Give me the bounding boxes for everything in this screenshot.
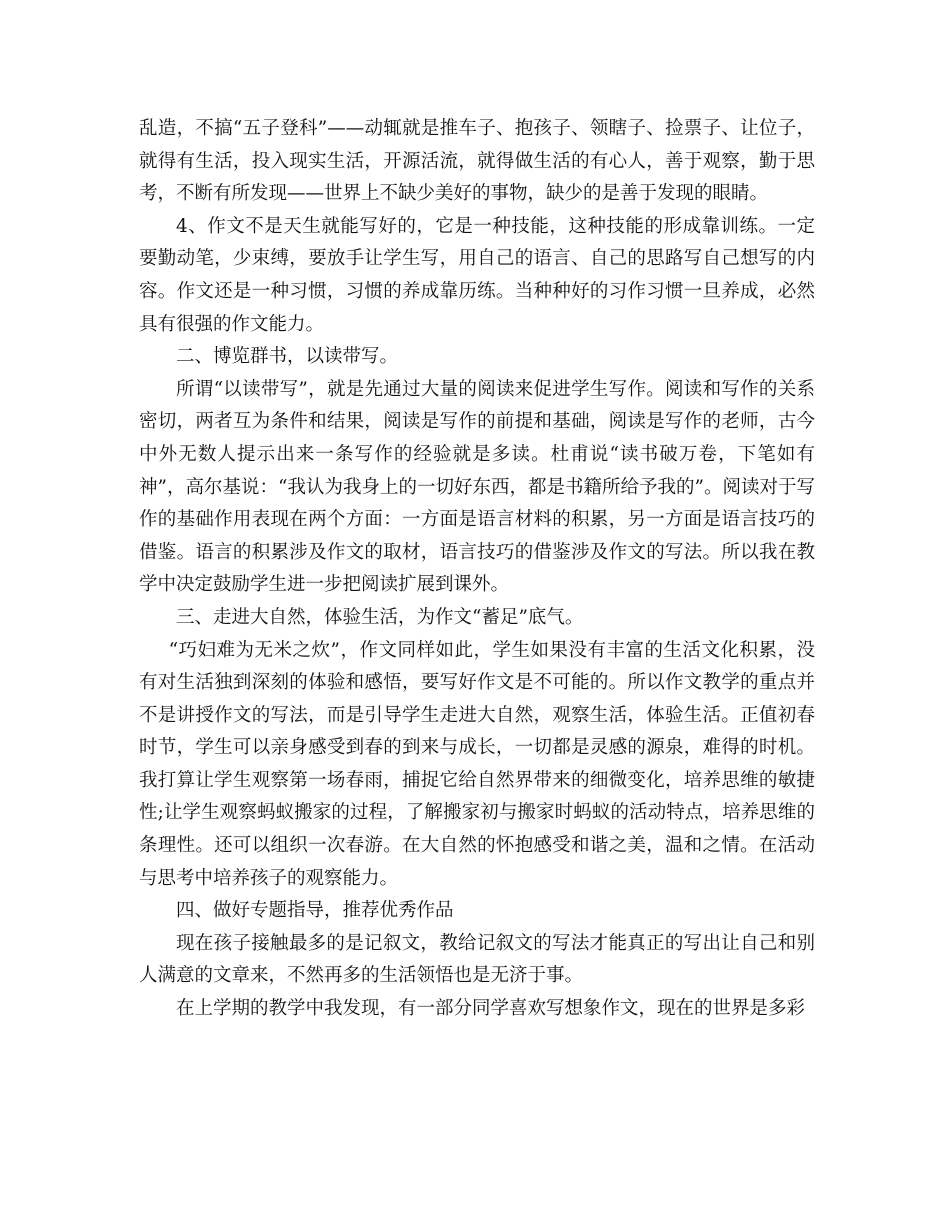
section-heading-2: 二、博览群书，以读带写。 xyxy=(176,346,399,368)
section-heading-3: 三、走进大自然，体验生活，为作文“蓄足”底气。 xyxy=(176,606,584,628)
paragraph-nature: “巧妇难为无米之炊”，作文同样如此，学生如果没有丰富的生活文化积累，没有对生活独到深刻的体验和感悟，要写好作文是不可能的。所以作文教学的重点并不是讲授作文的写法，而是引导学生走进大自然，观察生活，体验生活。正值初春时节，学生可以亲身感受到春的到来与成长，一切都是灵感的源泉，难得的时机。我打算让学生观察第一场春雨，捕捉它给自然界带来的细微变化，培养思维的敏捷性;让学生观察蚂蚁搬家的过程，了解搬家初与搬家时蚂蚁的活动特点，培养思维的条理性。还可以组织一次春游。在大自然的怀抱感受和谐之美，温和之情。在活动与思考中培养孩子的观察能力。 xyxy=(139,639,815,889)
paragraph-continuation: 乱造，不搞“五子登科”——动辄就是推车子、抱孩子、领瞎子、捡票子、让位子，就得有生活，投入现实生活，开源活流，就得做生活的有心人，善于观察，勤于思考，不断有所发现——世界上不缺少美好的事物，缺少的是善于发现的眼睛。 xyxy=(139,118,815,205)
paragraph-reading: 所谓“以读带写”，就是先通过大量的阅读来促进学生写作。阅读和写作的关系密切，两者互为条件和结果，阅读是写作的前提和基础，阅读是写作的老师，古今中外无数人提示出来一条写作的经验就是多读。杜甫说“读书破万卷，下笔如有神”，高尔基说：“我认为我身上的一切好东西，都是书籍所给予我的”。阅读对于写作的基础作用表现在两个方面：一方面是语言材料的积累，另一方面是语言技巧的借鉴。语言的积累涉及作文的取材，语言技巧的借鉴涉及作文的写法。所以我在教学中决定鼓励学生进一步把阅读扩展到课外。 xyxy=(139,378,815,596)
section-heading-4: 四、做好专题指导，推荐优秀作品 xyxy=(176,900,454,922)
paragraph-imagination: 在上学期的教学中我发现，有一部分同学喜欢写想象作文，现在的世界是多彩 xyxy=(176,998,806,1020)
paragraph-narrative: 现在孩子接触最多的是记叙文，教给记叙文的写法才能真正的写出让自己和别人满意的文章来，不然再多的生活领悟也是无济于事。 xyxy=(139,932,815,987)
paragraph-point-4: 4、作文不是天生就能写好的，它是一种技能，这种技能的形成靠训练。一定要勤动笔，少束缚，要放手让学生写，用自己的语言、自己的思路写自己想写的内容。作文还是一种习惯，习惯的养成靠历练。当种种好的习作习惯一旦养成，必然具有很强的作文能力。 xyxy=(139,215,815,335)
document-body xyxy=(139,113,815,1026)
